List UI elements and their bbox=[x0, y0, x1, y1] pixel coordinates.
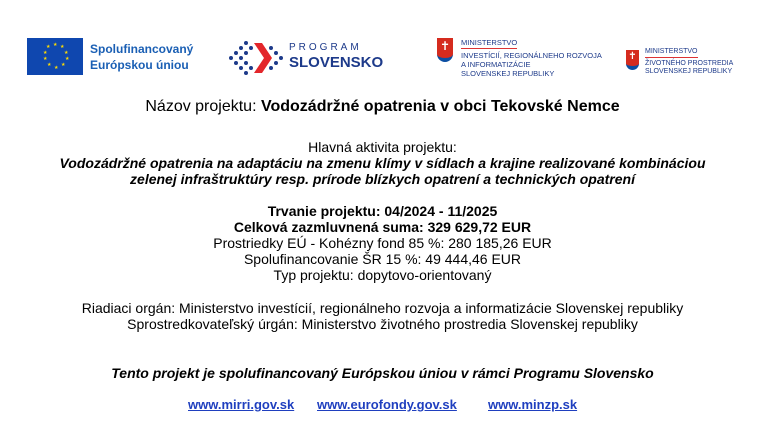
activity-line2: zelenej infraštruktúry resp. prírode blízkych opatrení a technických opatrení bbox=[130, 171, 635, 187]
link-eurofondy[interactable]: www.eurofondy.gov.sk bbox=[317, 397, 457, 412]
activity-label: Hlavná aktivita projektu: bbox=[308, 139, 457, 155]
eu-logo-text bbox=[90, 41, 193, 73]
minzp-title: MINISTERSTVO bbox=[645, 48, 698, 58]
program-line1: PROGRAM bbox=[289, 42, 362, 53]
activity-line1: Vodozádržné opatrenia na adaptáciu na zmenu klímy v sídlach a krajine realizované kombináciou bbox=[59, 155, 706, 171]
program-logo-text bbox=[289, 41, 383, 72]
minzp-logo-text bbox=[645, 48, 733, 76]
cofinancing-statement: Tento projekt je spolufinancovaný Európskou úniou v rámci Programu Slovensko bbox=[111, 365, 654, 381]
link-minzp[interactable]: www.minzp.sk bbox=[488, 397, 578, 412]
eu-flag-icon: ★ ★ ★ ★ ★ ★ ★ ★ ★ ★ bbox=[27, 38, 83, 75]
project-duration: Trvanie projektu: 04/2024 - 11/2025 bbox=[267, 203, 498, 219]
mirri-l2: A INFORMATIZÁCIE bbox=[461, 60, 531, 69]
project-title bbox=[0, 97, 765, 116]
total-amount: Celková zazmluvnená suma: 329 629,72 EUR bbox=[233, 219, 532, 235]
eu-line2: Európskou úniou bbox=[90, 58, 189, 72]
slovak-coat-of-arms-icon: ✝ bbox=[626, 50, 639, 70]
minzp-l2: SLOVENSKEJ REPUBLIKY bbox=[645, 68, 733, 75]
minzp-l1: ŽIVOTNÉHO PROSTREDIA bbox=[645, 60, 734, 67]
slovak-coat-of-arms-icon: ✝ bbox=[437, 38, 453, 62]
project-type: Typ projektu: dopytovo-orientovaný bbox=[273, 267, 492, 283]
managing-authority: Riadiaci orgán: Ministerstvo investícií, regionálneho rozvoja a informatizácie Slovenskej republiky bbox=[81, 300, 684, 316]
mirri-l1: INVESTÍCIÍ, REGIONÁLNEHO ROZVOJA bbox=[461, 51, 602, 60]
program-slovensko-logo-icon bbox=[226, 38, 286, 78]
mirri-logo-text bbox=[461, 38, 602, 78]
logo-bar bbox=[0, 38, 765, 78]
project-name: Vodozádržné opatrenia v obci Tekovské Nemce bbox=[260, 98, 620, 115]
project-name-label: Názov projektu: bbox=[145, 98, 257, 115]
eu-line1: Spolufinancovaný bbox=[90, 42, 194, 56]
program-line2: SLOVENSKO bbox=[289, 54, 384, 71]
sr-cofinancing: Spolufinancovanie ŠR 15 %: 49 444,46 EUR bbox=[243, 251, 522, 267]
mirri-title: MINISTERSTVO bbox=[461, 38, 518, 47]
intermediate-body: Sprostredkovateľský úrgán: Ministerstvo životného prostredia Slovenskej republiky bbox=[127, 316, 638, 332]
eu-funds: Prostriedky EÚ - Kohézny fond 85 %: 280 185,26 EUR bbox=[213, 235, 552, 251]
mirri-l3: SLOVENSKEJ REPUBLIKY bbox=[461, 69, 555, 78]
link-mirri[interactable]: www.mirri.gov.sk bbox=[188, 397, 295, 412]
